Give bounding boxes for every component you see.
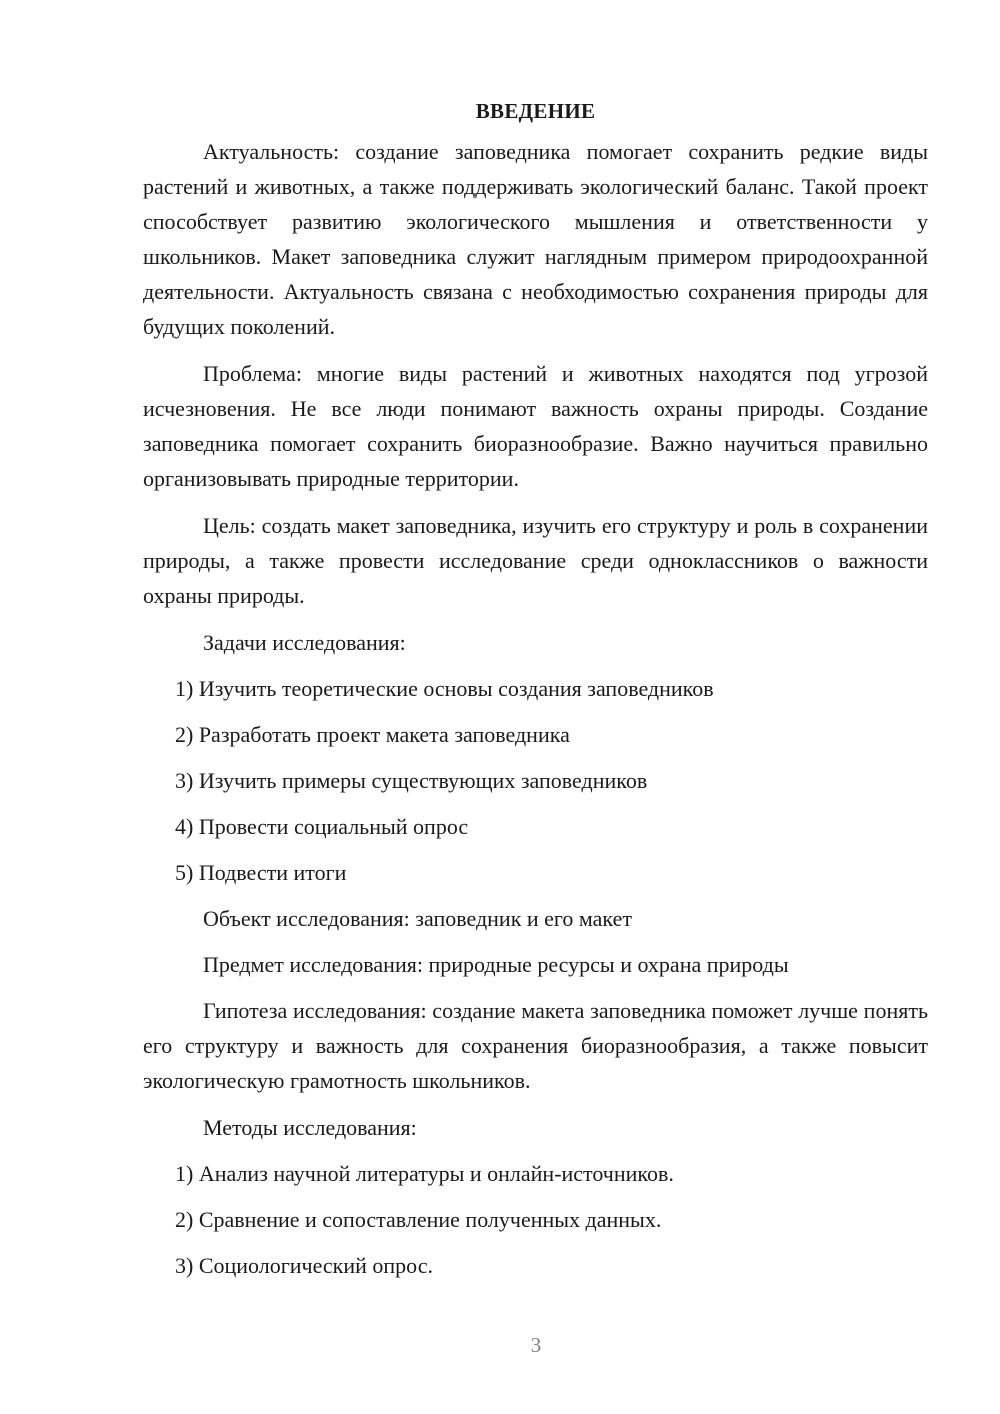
method-item: 1) Анализ научной литературы и онлайн-источников. [175,1161,674,1186]
page-content [143,94,928,1294]
research-object: Объект исследования: заповедник и его макет [203,906,632,931]
relevance-paragraph: Актуальность: создание заповедника помогает сохранить редкие виды растений и животных, а также поддерживать экологический баланс. Такой проект способствует развитию экологического мышления и ответственности у школьников. Макет заповедника служит наглядным примером природоохранной деятельности. Актуальность связана с необходимостью сохранения природы для будущих поколений. [143,139,928,339]
task-item: 5) Подвести итоги [175,860,347,885]
problem-paragraph: Проблема: многие виды растений и животных находятся под угрозой исчезновения. Не все люди понимают важность охраны природы. Создание заповедника помогает сохранить биоразнообразие. Важно научиться правильно организовывать природные территории. [143,361,928,491]
task-item: 3) Изучить примеры существующих заповедников [175,768,648,793]
task-item: 2) Разработать проект макета заповедника [175,722,570,747]
task-item: 1) Изучить теоретические основы создания заповедников [175,676,714,701]
method-item: 3) Социологический опрос. [175,1253,433,1278]
methods-label: Методы исследования: [203,1115,417,1140]
tasks-label: Задачи исследования: [203,630,406,655]
section-heading: ВВЕДЕНИЕ [475,99,596,123]
method-item: 2) Сравнение и сопоставление полученных данных. [175,1207,662,1232]
hypothesis-paragraph: Гипотеза исследования: создание макета заповедника поможет лучше понять его структуру и важность для сохранения биоразнообразия, а также повысит экологическую грамотность школьников. [143,998,928,1093]
page-number: 3 [530,1333,542,1357]
task-item: 4) Провести социальный опрос [175,814,469,839]
goal-paragraph: Цель: создать макет заповедника, изучить его структуру и роль в сохранении природы, а также провести исследование среди одноклассников о важности охраны природы. [143,513,928,608]
research-subject: Предмет исследования: природные ресурсы и охрана природы [203,952,789,977]
